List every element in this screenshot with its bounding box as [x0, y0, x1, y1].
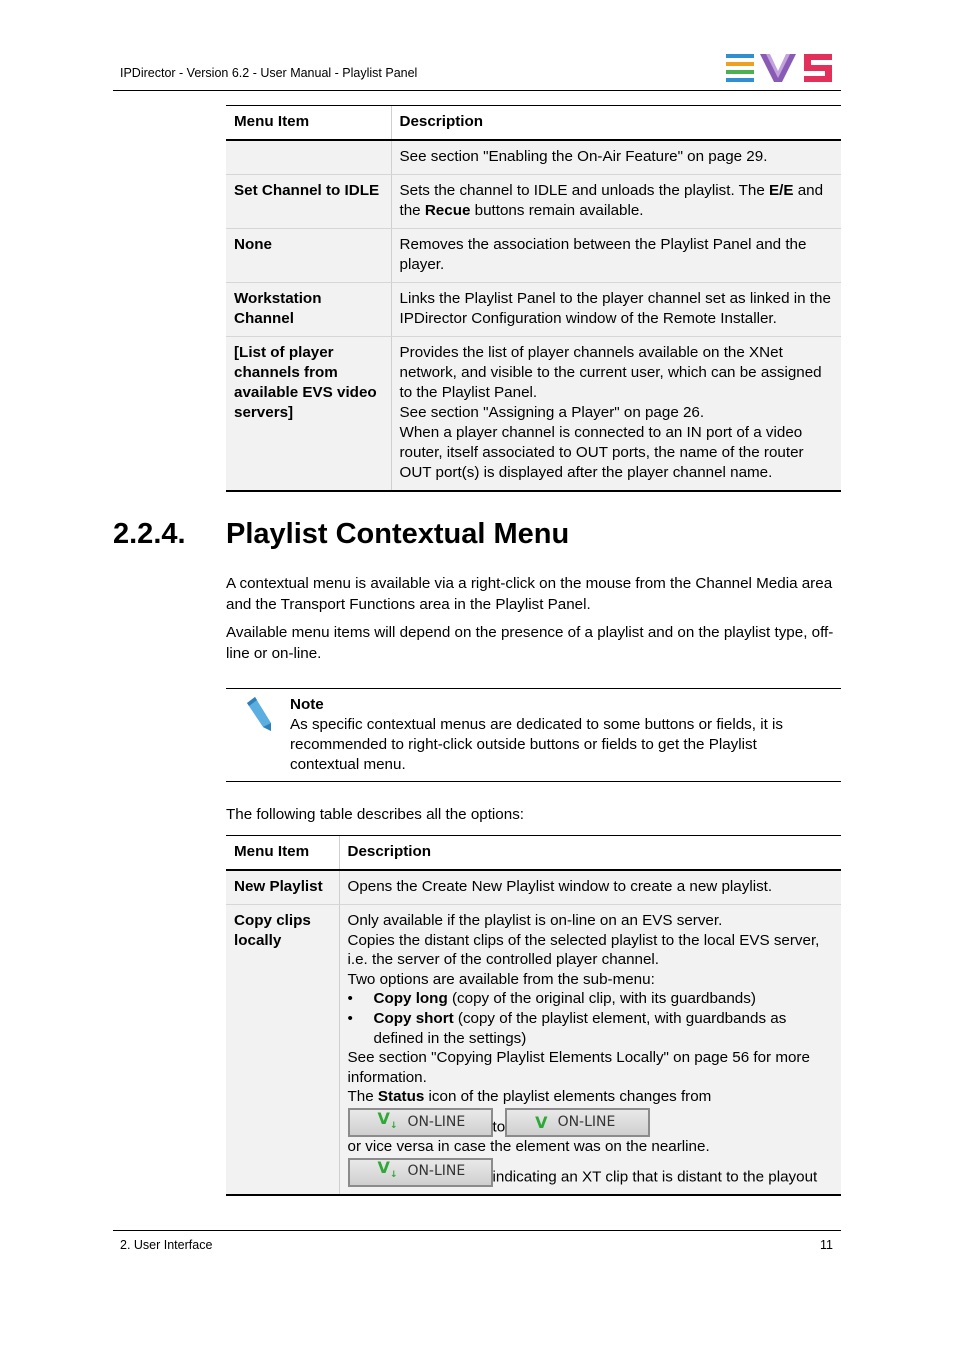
table-header-row: [226, 836, 841, 871]
note-title: Note: [290, 696, 324, 713]
bullet-item: [348, 989, 834, 1009]
bullet-text: [374, 989, 756, 1009]
desc-line: or vice versa in case the element was on the nearline.: [347, 1137, 710, 1155]
to-word: to: [492, 1118, 506, 1136]
bullet-marker: •: [347, 1009, 353, 1027]
status-online-distant-badge: [348, 1158, 493, 1187]
column-header-menu-item: Menu Item: [226, 106, 391, 141]
table-intro: The following table describes all the options:: [226, 806, 525, 823]
desc-bold: Status: [377, 1088, 425, 1106]
desc-line: Copies the distant clips of the selected playlist to the local EVS server, i.e. the server of the controlled player channel.: [347, 931, 820, 969]
desc-line: Provides the list of player channels available on the XNet network, and visible to the current user, which can be assigned to the Playlist Panel.: [399, 344, 822, 401]
table-header-row: [226, 106, 841, 141]
footer-chapter: 2. User Interface: [120, 1238, 213, 1252]
table-row: [226, 337, 841, 492]
header-rule: [113, 90, 841, 91]
menu-item-cell: Workstation Channel: [226, 283, 391, 337]
desc-text: Sets the channel to IDLE and unloads the playlist. The: [399, 182, 770, 199]
contextual-menu-table: [226, 835, 841, 1196]
badge-label: ON-LINE: [557, 1113, 616, 1130]
column-header-menu-item: Menu Item: [226, 836, 339, 871]
menu-item-cell: None: [226, 229, 391, 283]
badge-label: ON-LINE: [407, 1163, 466, 1180]
column-header-description: Description: [339, 836, 841, 871]
desc-line: See section "Copying Playlist Elements Locally" on page 56 for more information.: [347, 1049, 810, 1086]
check-icon: V: [535, 1112, 548, 1132]
bullet-item: [348, 1009, 834, 1048]
desc-line: When a player channel is connected to an IN port of a video router, itself associated to OUT ports, the name of the router OUT port(s) is displayed after the player channel name.: [399, 424, 804, 481]
status-icon-row: [348, 1108, 834, 1137]
running-header: IPDirector - Version 6.2 - User Manual - Playlist Panel: [120, 66, 418, 80]
status-online-distant-badge: [348, 1108, 493, 1137]
desc-text: and the: [399, 182, 824, 219]
status-online-local-badge: [505, 1108, 650, 1137]
desc-text: The: [347, 1088, 378, 1106]
note-box: [226, 688, 841, 782]
table-row: [226, 229, 841, 283]
check-distant-icon: $V_↓$: [377, 1108, 398, 1131]
desc-bold: Recue: [424, 202, 471, 219]
badge-label: ON-LINE: [407, 1113, 466, 1130]
bullet-text: [374, 1009, 834, 1048]
status-icon-row: [348, 1158, 834, 1187]
section-number: 2.2.4.: [113, 518, 186, 550]
menu-item-cell: New Playlist: [226, 870, 339, 905]
bullet-bold: Copy short: [373, 1009, 454, 1027]
desc-line: Only available if the playlist is on-line on an EVS server.: [347, 912, 723, 929]
description-cell: [391, 175, 841, 229]
description-cell: Links the Playlist Panel to the player channel set as linked in the IPDirector Configuration window of the Remote Installer.: [391, 283, 841, 337]
note-text: As specific contextual menus are dedicated to some buttons or fields, it is recommended to right-click outside buttons or fields to get the Playlist contextual menu.: [290, 716, 784, 773]
table-row: [226, 140, 841, 175]
table-row: [226, 175, 841, 229]
description-cell: Opens the Create New Playlist window to create a new playlist.: [339, 870, 841, 905]
table-row: [226, 283, 841, 337]
section-title: Playlist Contextual Menu: [226, 518, 570, 550]
page-number: 11: [820, 1238, 833, 1252]
paragraph: A contextual menu is available via a right-click on the mouse from the Channel Media area and the Transport Functions area in the Playlist Panel.: [226, 575, 833, 613]
menu-item-cell: [List of player channels from available EVS video servers]: [226, 337, 391, 492]
paragraph: Available menu items will depend on the presence of a playlist and on the playlist type, off-line or on-line.: [226, 624, 834, 662]
menu-item-cell: Copy clips locally: [226, 905, 339, 1195]
check-distant-icon: $V_↓$: [377, 1158, 398, 1181]
footer-rule: [113, 1230, 841, 1231]
bullet-marker: •: [347, 990, 353, 1008]
menu-item-cell: [226, 140, 391, 175]
desc-line: [348, 1087, 834, 1107]
evs-logo: [726, 54, 834, 82]
menu-items-table-continued: [226, 105, 841, 492]
desc-text: indicating an XT clip that is distant to the playout: [492, 1167, 818, 1185]
description-cell: See section "Enabling the On-Air Feature" on page 29.: [391, 140, 841, 175]
bullet-bold: Copy long: [373, 990, 448, 1008]
description-cell: [391, 337, 841, 492]
column-header-description: Description: [391, 106, 841, 141]
description-cell: [339, 905, 841, 1195]
menu-item-cell: Set Channel to IDLE: [226, 175, 391, 229]
table-row: [226, 870, 841, 905]
desc-line: See section "Assigning a Player" on page 26.: [399, 404, 705, 421]
desc-text: buttons remain available.: [470, 202, 644, 219]
table-row: [226, 905, 841, 1195]
description-cell: Removes the association between the Playlist Panel and the player.: [391, 229, 841, 283]
bullet-rest: (copy of the playlist element, with guardbands as defined in the settings): [373, 1009, 787, 1047]
bullet-rest: (copy of the original clip, with its guardbands): [447, 990, 756, 1008]
desc-bold: E/E: [769, 182, 794, 199]
desc-line: Two options are available from the sub-menu:: [347, 970, 655, 988]
pencil-icon: [243, 695, 273, 733]
desc-text: icon of the playlist elements changes from: [424, 1088, 712, 1106]
